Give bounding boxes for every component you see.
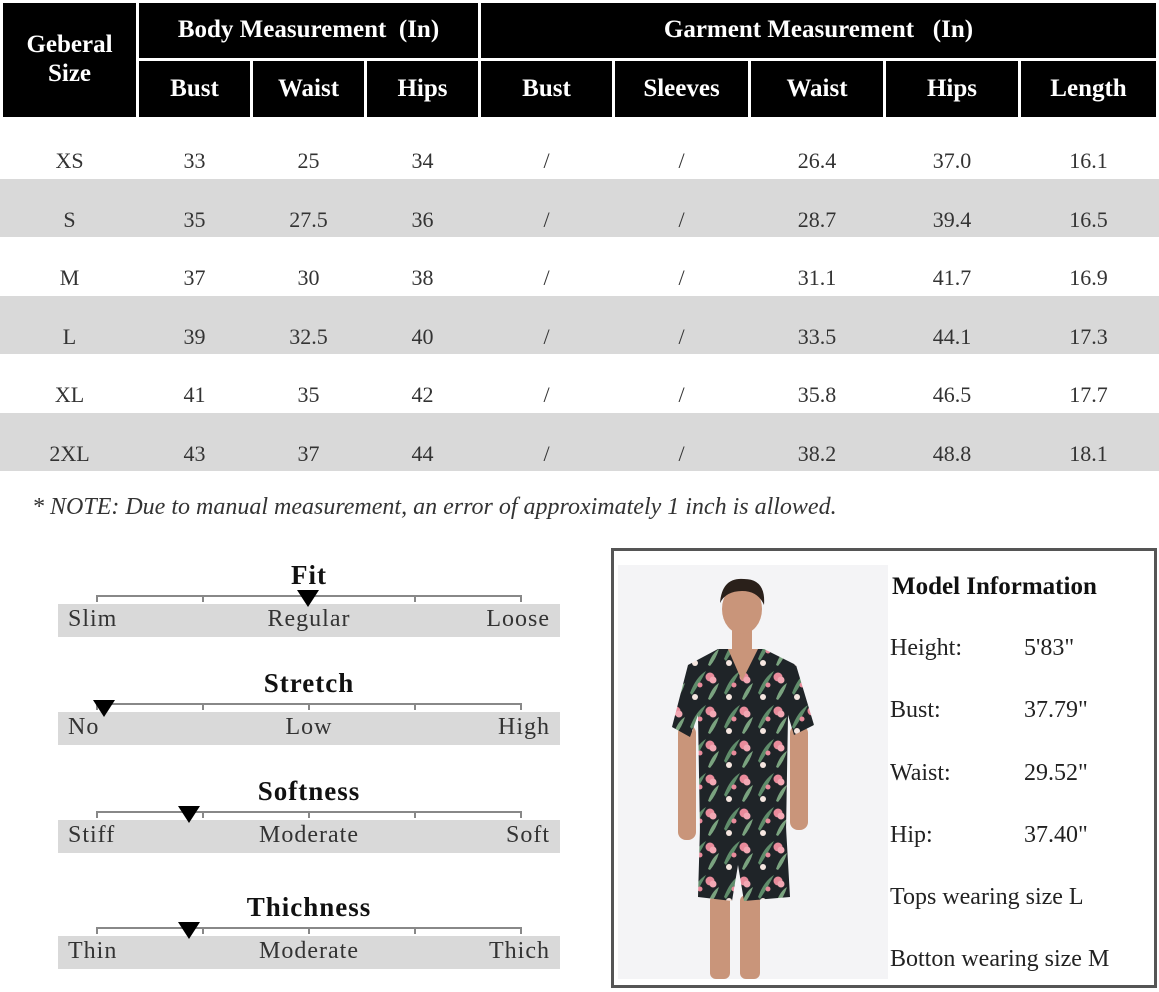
value-cell: / xyxy=(678,382,685,407)
body-measurement-header xyxy=(139,3,478,58)
value-cell: 37.0 xyxy=(932,148,972,173)
hip-label: Hip: xyxy=(890,822,933,848)
scale-pointer-icon xyxy=(93,700,115,717)
general-size-header xyxy=(3,3,136,117)
measurement-note: * NOTE: Due to manual measurement, an error of approximately 1 inch is allowed. xyxy=(32,494,837,520)
value-cell: 35.8 xyxy=(797,382,837,407)
value-cell: 16.9 xyxy=(1069,265,1108,290)
scale-title: Thichness xyxy=(246,892,372,922)
value-cell: 42 xyxy=(411,382,434,407)
general-size-header-text: Geberal Size xyxy=(26,31,113,87)
scale-tick xyxy=(96,927,98,934)
scale-label-thich: Thich xyxy=(489,938,550,964)
model-information-panel xyxy=(611,548,1157,988)
tops-size-line: Tops wearing size L xyxy=(890,884,1084,910)
size-cell: S xyxy=(63,206,76,232)
subheader-bust-body: Bust xyxy=(139,61,250,117)
scale-title: Stretch xyxy=(263,668,355,698)
value-cell: 16.5 xyxy=(1069,206,1108,232)
height-label: Height: xyxy=(890,635,962,661)
bottom-size-line: Botton wearing size M xyxy=(890,946,1110,972)
value-cell: 17.3 xyxy=(1069,323,1108,349)
scale-tick xyxy=(308,927,310,934)
scale-label-moderate: Moderate xyxy=(259,822,359,848)
scale-pointer-icon xyxy=(178,806,200,823)
subheader-hips-garment: Hips xyxy=(886,61,1018,117)
scale-tick xyxy=(308,703,310,710)
value-cell: 46.5 xyxy=(932,382,972,407)
value-cell: 32.5 xyxy=(289,323,328,349)
scale-tick xyxy=(308,811,310,818)
scale-label-thin: Thin xyxy=(68,938,118,964)
scale-pointer-icon xyxy=(178,922,200,939)
value-cell: 26.4 xyxy=(797,148,837,173)
value-cell: 31.1 xyxy=(797,265,837,290)
scale-tick xyxy=(202,703,204,710)
value-cell: 43 xyxy=(183,440,206,466)
scale-tick xyxy=(202,927,204,934)
scale-title: Fit xyxy=(291,560,327,590)
scale-tick xyxy=(96,595,98,602)
subheader-bust-garment: Bust xyxy=(481,61,612,117)
value-cell: 44 xyxy=(411,440,434,466)
value-cell: / xyxy=(543,323,550,349)
size-cell: 2XL xyxy=(49,440,90,466)
value-cell: 36 xyxy=(411,206,434,232)
value-cell: 38 xyxy=(411,265,434,290)
scale-label-loose: Loose xyxy=(486,606,550,632)
subheader-waist-garment: Waist xyxy=(751,61,883,117)
scale-tick xyxy=(414,927,416,934)
scale-softness xyxy=(58,776,560,856)
scale-label-stiff: Stiff xyxy=(68,822,116,848)
value-cell: 35 xyxy=(183,206,206,232)
value-cell: 37 xyxy=(183,265,206,290)
value-cell: 41.7 xyxy=(932,265,972,290)
height-value: 5'83" xyxy=(1024,635,1075,661)
subheader-length-garment: Length xyxy=(1021,61,1156,117)
scale-tick xyxy=(520,595,522,602)
model-photo xyxy=(618,565,888,979)
scale-label-soft: Soft xyxy=(505,822,550,848)
value-cell: 28.7 xyxy=(797,206,837,232)
scale-fit xyxy=(58,560,560,640)
value-cell: 48.8 xyxy=(932,440,972,466)
value-cell: 30 xyxy=(297,265,320,290)
value-cell: 17.7 xyxy=(1069,382,1108,407)
scale-tick xyxy=(414,595,416,602)
scale-label-regular: Regular xyxy=(267,606,351,632)
subheader-sleeves-garment: Sleeves xyxy=(615,61,748,117)
value-cell: / xyxy=(678,323,685,349)
value-cell: / xyxy=(543,265,550,290)
scale-label-high: High xyxy=(498,714,550,740)
scale-tick xyxy=(202,595,204,602)
value-cell: 25 xyxy=(297,148,320,173)
scale-label-slim: Slim xyxy=(68,606,118,632)
scale-tick xyxy=(96,811,98,818)
bust-label: Bust: xyxy=(890,697,941,723)
scale-label-no: No xyxy=(68,714,100,740)
value-cell: 40 xyxy=(411,323,434,349)
garment-measurement-header-text: Garment Measurement (In) xyxy=(663,16,974,44)
value-cell: / xyxy=(543,382,550,407)
size-cell: XS xyxy=(55,148,84,173)
scale-tick xyxy=(520,703,522,710)
scale-stretch xyxy=(58,668,560,748)
value-cell: 38.2 xyxy=(797,440,837,466)
value-cell: / xyxy=(543,148,550,173)
value-cell: / xyxy=(543,440,550,466)
value-cell: / xyxy=(543,206,550,232)
waist-value: 29.52" xyxy=(1024,760,1088,786)
subheader-waist-body: Waist xyxy=(253,61,364,117)
body-measurement-header-text: Body Measurement (In) xyxy=(177,16,440,44)
value-cell: 33 xyxy=(183,148,206,173)
value-cell: 34 xyxy=(411,148,434,173)
value-cell: 16.1 xyxy=(1069,148,1108,173)
hip-value: 37.40" xyxy=(1024,822,1088,848)
scale-tick xyxy=(414,811,416,818)
waist-label: Waist: xyxy=(890,760,951,786)
value-cell: 41 xyxy=(183,382,206,407)
garment-measurement-header xyxy=(481,3,1156,58)
scale-tick xyxy=(414,703,416,710)
value-cell: / xyxy=(678,265,685,290)
scale-tick xyxy=(520,927,522,934)
scale-tick xyxy=(520,811,522,818)
value-cell: 39.4 xyxy=(932,206,972,232)
value-cell: 27.5 xyxy=(289,206,328,232)
subheader-hips-body: Hips xyxy=(367,61,478,117)
scale-thichness xyxy=(58,892,560,972)
size-cell: L xyxy=(62,323,77,349)
scale-tick xyxy=(202,811,204,818)
size-cell: XL xyxy=(54,382,85,407)
scale-label-low: Low xyxy=(285,714,333,740)
size-cell: M xyxy=(59,265,80,290)
model-info-title: Model Information xyxy=(892,573,1097,600)
value-cell: 39 xyxy=(183,323,206,349)
scale-title: Softness xyxy=(257,776,361,806)
value-cell: 18.1 xyxy=(1069,440,1108,466)
value-cell: / xyxy=(678,206,685,232)
value-cell: / xyxy=(678,440,685,466)
value-cell: 44.1 xyxy=(932,323,972,349)
value-cell: 33.5 xyxy=(797,323,837,349)
value-cell: 35 xyxy=(297,382,320,407)
bust-value: 37.79" xyxy=(1024,697,1088,723)
value-cell: / xyxy=(678,148,685,173)
model-illustration xyxy=(618,565,888,979)
scale-label-moderate: Moderate xyxy=(259,938,359,964)
value-cell: 37 xyxy=(297,440,320,466)
scale-pointer-icon xyxy=(297,590,319,607)
